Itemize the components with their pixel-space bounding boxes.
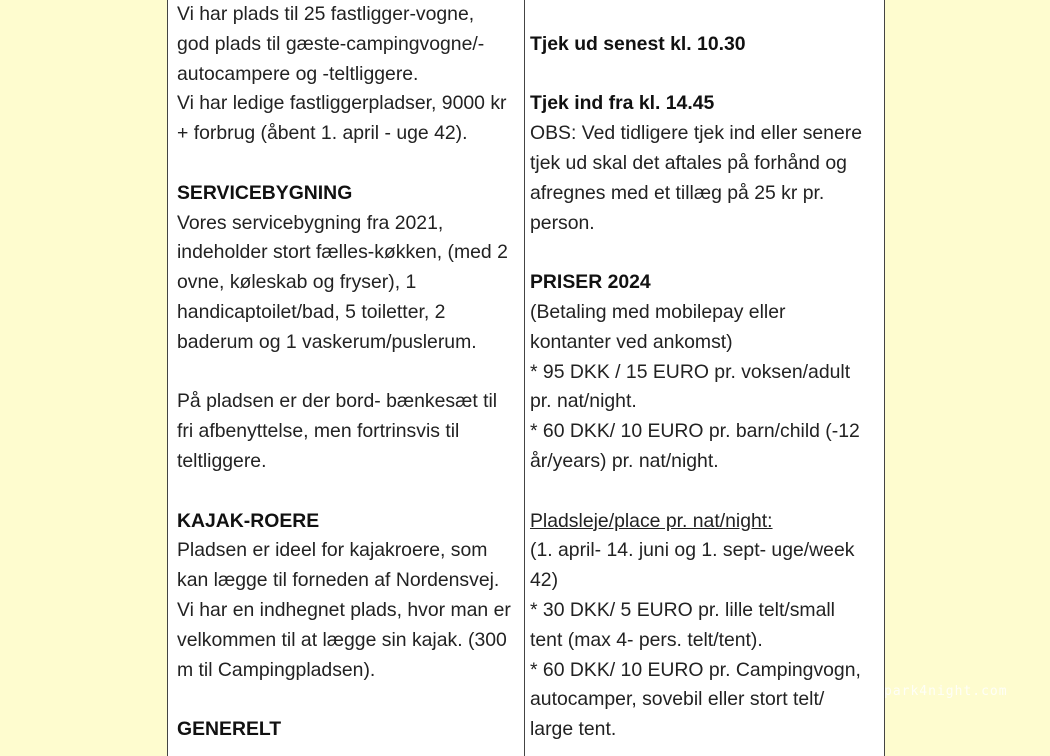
place-line: * 60 DKK/ 10 EURO pr. Campingvogn, <box>530 658 861 681</box>
checkin-line: OBS: Ved tidligere tjek ind eller senere <box>530 122 862 145</box>
prices-line: (Betaling med mobilepay eller <box>530 300 786 323</box>
place-heading: Pladsleje/place pr. nat/night: <box>530 509 773 532</box>
checkin-heading: Tjek ind fra kl. 14.45 <box>530 92 715 115</box>
prices-heading: PRISER 2024 <box>530 271 651 294</box>
prices-line: * 60 DKK/ 10 EURO pr. barn/child (-12 <box>530 420 860 443</box>
intro-line: autocampere og -teltliggere. <box>177 62 419 85</box>
place-line: 42) <box>530 569 559 592</box>
kayak-line: Vi har en indhegnet plads, hvor man er <box>177 598 511 621</box>
intro-line: Vi har plads til 25 fastligger-vogne, <box>177 3 475 25</box>
intro-line: + forbrug (åbent 1. april - uge 42). <box>177 122 468 145</box>
benches-line: fri afbenyttelse, men fortrinsvis til <box>177 420 460 443</box>
place-line: * 30 DKK/ 5 EURO pr. lille telt/small <box>530 598 835 621</box>
prices-line: * 95 DKK / 15 EURO pr. voksen/adult <box>530 360 851 383</box>
place-line: autocamper, sovebil eller stort telt/ <box>530 688 825 711</box>
intro-line: god plads til gæste-campingvogne/- <box>177 32 485 55</box>
service-line: Vores servicebygning fra 2021, <box>177 211 444 234</box>
service-line: baderum og 1 vaskerum/puslerum. <box>177 330 477 353</box>
checkout-heading: Tjek ud senest kl. 10.30 <box>530 32 746 55</box>
benches-line: teltliggere. <box>177 449 267 472</box>
watermark: park4night.com <box>884 684 1008 699</box>
column-divider <box>524 0 525 756</box>
place-line: large tent. <box>530 718 617 741</box>
prices-line: år/years) pr. nat/night. <box>530 449 719 472</box>
benches-line: På pladsen er der bord- bænkesæt til <box>177 390 498 413</box>
service-line: handicaptoilet/bad, 5 toiletter, 2 <box>177 300 446 323</box>
kayak-line: velkommen til at lægge sin kajak. (300 <box>177 628 507 651</box>
service-heading: SERVICEBYGNING <box>177 181 353 204</box>
left-column <box>177 0 519 745</box>
intro-line: Vi har ledige fastliggerpladser, 9000 kr <box>177 92 507 115</box>
kayak-heading: KAJAK-ROERE <box>177 509 320 532</box>
checkin-line: tjek ud skal det aftales på forhånd og <box>530 151 847 174</box>
prices-line: pr. nat/night. <box>530 390 637 413</box>
service-line: ovne, køleskab og fryser), 1 <box>177 271 417 294</box>
place-line: (1. april- 14. juni og 1. sept- uge/week <box>530 539 855 562</box>
info-table <box>167 0 885 756</box>
kayak-line: kan lægge til forneden af Nordensvej. <box>177 569 500 592</box>
service-line: indeholder stort fælles-køkken, (med 2 <box>177 241 508 264</box>
right-column <box>530 0 876 745</box>
checkin-line: person. <box>530 211 595 234</box>
kayak-line: m til Campingpladsen). <box>177 658 376 681</box>
checkin-line: afregnes med et tillæg på 25 kr pr. <box>530 181 825 204</box>
place-line: tent (max 4- pers. telt/tent). <box>530 628 763 651</box>
prices-line: kontanter ved ankomst) <box>530 330 733 353</box>
kayak-line: Pladsen er ideel for kajakroere, som <box>177 539 488 562</box>
general-heading: GENERELT <box>177 718 282 741</box>
